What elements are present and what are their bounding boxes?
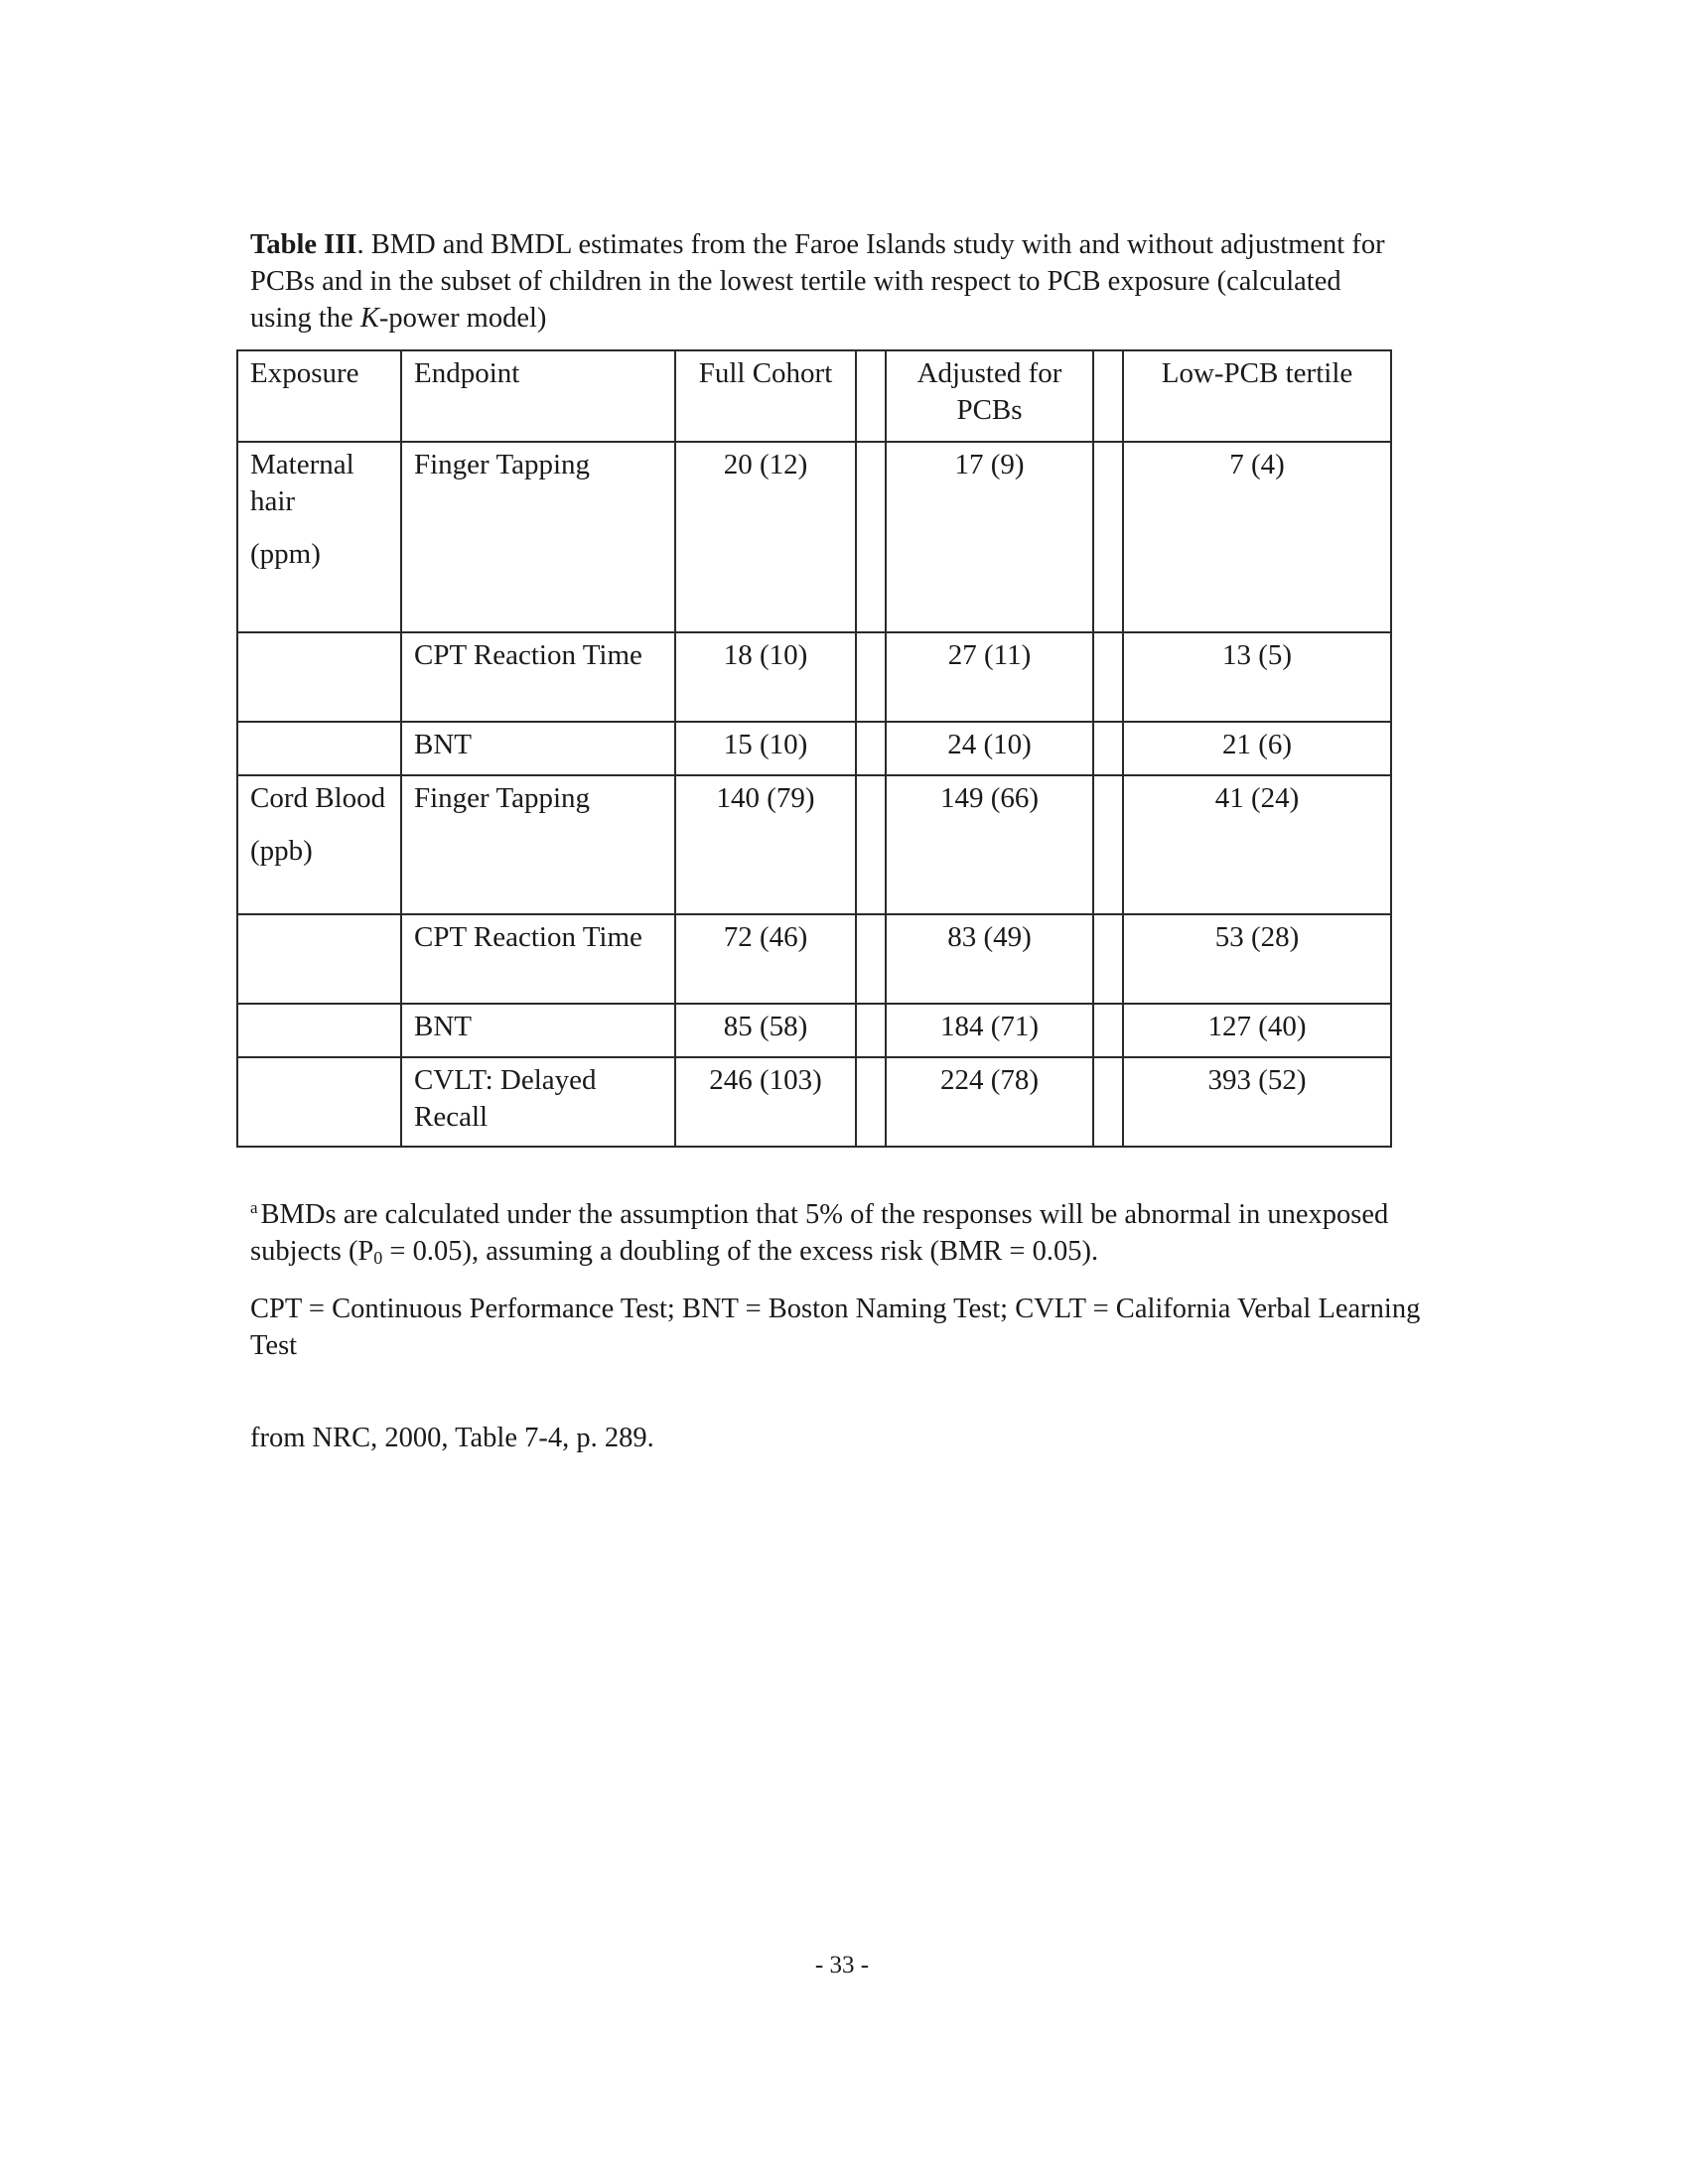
table-row: [237, 442, 1391, 632]
footnote-text-2: = 0.05), assuming a doubling of the excess risk (BMR = 0.05).: [382, 1236, 1099, 1267]
header-exposure: Exposure: [237, 350, 401, 442]
table-label: Table III: [250, 229, 357, 260]
column-gap: [1093, 722, 1123, 775]
adjusted-cell: 17 (9): [886, 442, 1093, 632]
column-gap: [856, 1004, 886, 1057]
caption-k: K: [359, 303, 379, 334]
header-low-pcb: Low-PCB tertile: [1123, 350, 1391, 442]
table-header-row: [237, 350, 1391, 442]
adjusted-cell: 149 (66): [886, 775, 1093, 914]
footnote-text-1: BMDs are calculated under the assumption that 5% of the responses will be abnormal in unexposed subjects (P: [250, 1199, 1389, 1267]
low-pcb-cell: 21 (6): [1123, 722, 1391, 775]
full-cohort-cell: 140 (79): [675, 775, 856, 914]
column-gap: [856, 632, 886, 722]
source-citation: from NRC, 2000, Table 7-4, p. 289.: [250, 1423, 654, 1453]
endpoint-cell: CPT Reaction Time: [401, 914, 675, 1004]
header-endpoint: Endpoint: [401, 350, 675, 442]
table-row: [237, 775, 1391, 914]
table-row: [237, 1004, 1391, 1057]
exposure-cell: [237, 722, 401, 775]
table-row: [237, 632, 1391, 722]
endpoint-cell: BNT: [401, 1004, 675, 1057]
endpoint-cell: CPT Reaction Time: [401, 632, 675, 722]
caption-text-1: . BMD and BMDL estimates from the Faroe Islands study with and without adjustment for PCBs and in the subset of children in the lowest tertile with respect to PCB exposure (calculated using the: [250, 229, 1385, 334]
exposure-label: Maternal hair: [250, 449, 354, 517]
full-cohort-cell: 85 (58): [675, 1004, 856, 1057]
exposure-cell: [237, 632, 401, 722]
adjusted-cell: 184 (71): [886, 1004, 1093, 1057]
full-cohort-cell: 246 (103): [675, 1057, 856, 1147]
table-row: [237, 914, 1391, 1004]
column-gap: [856, 350, 886, 442]
low-pcb-cell: 127 (40): [1123, 1004, 1391, 1057]
full-cohort-cell: 15 (10): [675, 722, 856, 775]
endpoint-cell: BNT: [401, 722, 675, 775]
header-adjusted: Adjusted for PCBs: [886, 350, 1093, 442]
endpoint-cell: Finger Tapping: [401, 775, 675, 914]
full-cohort-cell: 20 (12): [675, 442, 856, 632]
adjusted-cell: 83 (49): [886, 914, 1093, 1004]
column-gap: [856, 722, 886, 775]
caption-text-2: -power model): [378, 303, 547, 334]
column-gap: [1093, 775, 1123, 914]
adjusted-cell: 224 (78): [886, 1057, 1093, 1147]
table-caption: [250, 226, 1402, 337]
exposure-unit: (ppm): [250, 538, 321, 570]
table-row: [237, 722, 1391, 775]
footnote-bmd: [250, 1189, 1422, 1277]
endpoint-cell: Finger Tapping: [401, 442, 675, 632]
column-gap: [1093, 442, 1123, 632]
exposure-cell: [237, 775, 401, 914]
bmd-table: [236, 349, 1392, 1148]
column-gap: [1093, 1057, 1123, 1147]
column-gap: [1093, 350, 1123, 442]
header-full-cohort: Full Cohort: [675, 350, 856, 442]
low-pcb-cell: 41 (24): [1123, 775, 1391, 914]
exposure-cell: [237, 442, 401, 632]
low-pcb-cell: 7 (4): [1123, 442, 1391, 632]
exposure-label: Cord Blood: [250, 782, 386, 814]
endpoint-cell: CVLT: Delayed Recall: [401, 1057, 675, 1147]
column-gap: [1093, 1004, 1123, 1057]
footnote-marker: a: [250, 1198, 258, 1217]
footnote-subscript: 0: [373, 1248, 383, 1268]
exposure-cell: [237, 1057, 401, 1147]
adjusted-cell: 27 (11): [886, 632, 1093, 722]
adjusted-cell: 24 (10): [886, 722, 1093, 775]
low-pcb-cell: 13 (5): [1123, 632, 1391, 722]
column-gap: [856, 914, 886, 1004]
column-gap: [1093, 914, 1123, 1004]
full-cohort-cell: 72 (46): [675, 914, 856, 1004]
column-gap: [856, 1057, 886, 1147]
column-gap: [856, 775, 886, 914]
table-row: [237, 1057, 1391, 1147]
column-gap: [856, 442, 886, 632]
low-pcb-cell: 53 (28): [1123, 914, 1391, 1004]
exposure-unit: (ppb): [250, 835, 313, 867]
table-notes: [250, 1189, 1422, 1378]
page-number: - 33 -: [814, 1952, 870, 1979]
abbreviations-note: CPT = Continuous Performance Test; BNT = Boston Naming Test; CVLT = California Verbal Learning Test: [250, 1294, 1421, 1361]
exposure-cell: [237, 914, 401, 1004]
column-gap: [1093, 632, 1123, 722]
exposure-cell: [237, 1004, 401, 1057]
low-pcb-cell: 393 (52): [1123, 1057, 1391, 1147]
full-cohort-cell: 18 (10): [675, 632, 856, 722]
